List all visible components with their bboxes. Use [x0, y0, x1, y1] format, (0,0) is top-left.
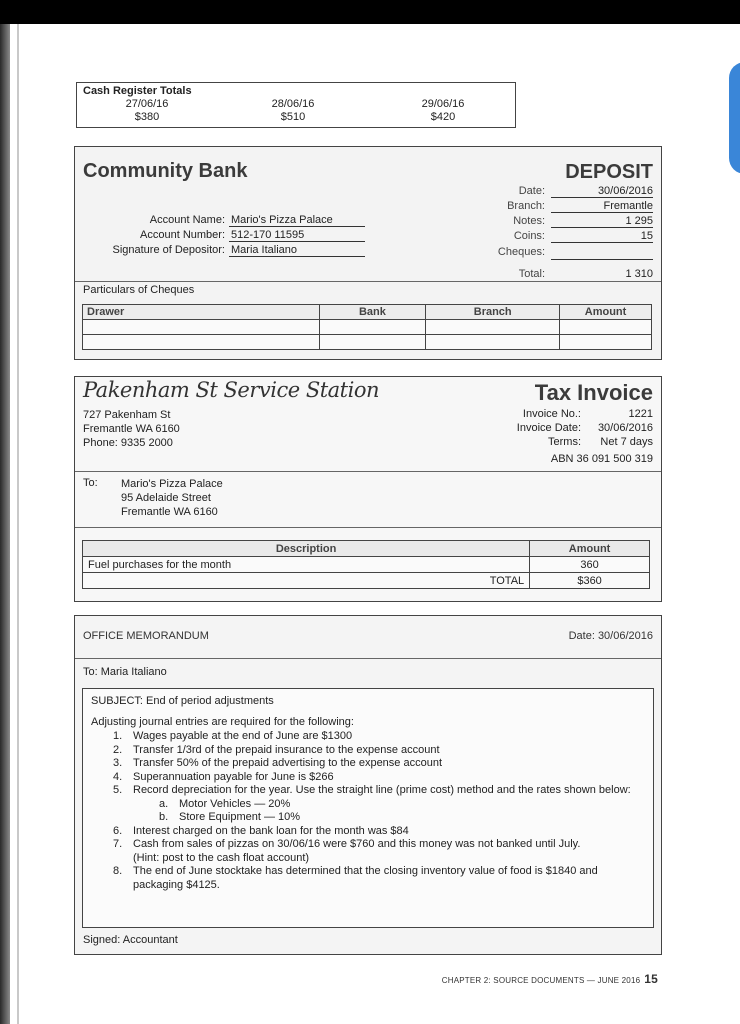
total-label: TOTAL: [83, 573, 530, 589]
item-description: Fuel purchases for the month: [83, 557, 530, 573]
amount-header: Amount: [560, 305, 652, 320]
invoice-date-row: [453, 422, 653, 436]
signature-label: Signature of Depositor:: [112, 244, 225, 256]
phone: Phone: 9335 2000: [83, 437, 173, 449]
cheque-row: [83, 335, 652, 350]
terms-label: Terms:: [548, 436, 581, 448]
tax-invoice-heading: Tax Invoice: [534, 380, 653, 405]
description-header: Description: [83, 541, 530, 557]
bank-header: Bank: [319, 305, 426, 320]
blue-page-tab: [729, 62, 740, 174]
signature-row: [75, 244, 375, 258]
abn: ABN 36 091 500 319: [550, 453, 653, 465]
items-header-row: [83, 541, 650, 557]
page-number: 15: [644, 972, 658, 986]
cheques-row: [455, 246, 655, 260]
deposit-date-label: Date:: [518, 185, 545, 197]
business-address: [83, 408, 180, 450]
memo-signed: Signed: Accountant: [83, 934, 178, 946]
memo-intro: Adjusting journal entries are required for the following:: [91, 716, 354, 728]
terms-value: Net 7 days: [600, 436, 653, 448]
page-footer: [442, 972, 658, 986]
terms-row: [453, 436, 653, 450]
cash-entry: [253, 98, 333, 124]
cash-amount: $510: [280, 111, 306, 123]
branch-value: Fremantle: [551, 200, 653, 213]
list-item: 3. Transfer 50% of the prepaid advertising to the expense account: [113, 757, 443, 769]
address-line: 727 Pakenham St: [83, 409, 171, 421]
list-subitem: b. Store Equipment — 10%: [159, 811, 301, 823]
address-line: Fremantle WA 6160: [83, 423, 180, 435]
list-item: 7. Cash from sales of pizzas on 30/06/16 were $760 and this money was not banked until July.: [113, 838, 581, 850]
account-number-value: 512-170 11595: [229, 229, 365, 242]
account-number-row: [75, 229, 375, 243]
memo-date: Date: 30/06/2016: [568, 630, 653, 642]
memo-subject: SUBJECT: End of period adjustments: [91, 695, 274, 707]
cash-amount: $380: [134, 111, 160, 123]
cheques-label: Cheques:: [497, 246, 545, 258]
account-name-row: [75, 214, 375, 228]
account-name-label: Account Name:: [149, 214, 225, 226]
total-value: $360: [530, 573, 650, 589]
business-name: Pakenham St Service Station: [83, 378, 379, 402]
cheque-cell: [83, 335, 320, 350]
branch-row: [455, 200, 655, 214]
total-label: Total:: [518, 268, 545, 280]
cheque-row: [83, 320, 652, 335]
deposit-date-row: [455, 185, 655, 199]
branch-header: Branch: [426, 305, 560, 320]
drawer-header: Drawer: [83, 305, 320, 320]
tax-invoice: [74, 376, 662, 602]
cash-register-title: Cash Register Totals: [83, 85, 192, 97]
cheque-cell: [319, 335, 426, 350]
cheques-table: [82, 304, 652, 350]
cash-entry: [403, 98, 483, 124]
memo-to: To: Maria Italiano: [83, 666, 167, 678]
page-binding-edge: [0, 24, 10, 1024]
list-item: 4. Superannuation payable for June is $266: [113, 770, 334, 783]
account-number-label: Account Number:: [140, 229, 225, 241]
particulars-label: Particulars of Cheques: [83, 284, 195, 296]
top-edge: [0, 0, 740, 24]
chapter-label: CHAPTER 2: SOURCE DOCUMENTS — JUNE 2016: [441, 976, 641, 985]
list-item: 5. Record depreciation for the year. Use the straight line (prime cost) method and the rates shown below:: [113, 784, 631, 796]
list-item: 2. Transfer 1/3rd of the prepaid insurance to the expense account: [113, 743, 440, 756]
to-address: [121, 477, 223, 519]
divider: [75, 471, 661, 472]
bank-name: Community Bank: [83, 160, 248, 182]
to-name: Mario's Pizza Palace: [121, 478, 223, 490]
memo-list: [91, 730, 647, 892]
amount-header: Amount: [530, 541, 650, 557]
to-label: To:: [83, 477, 98, 489]
memo-title: OFFICE MEMORANDUM: [83, 630, 209, 642]
cash-amount: $420: [430, 111, 456, 123]
signature-value: Maria Italiano: [229, 244, 365, 257]
list-item: 8. The end of June stocktake has determined that the closing inventory value of food is $1840 and packaging $4125.: [113, 865, 598, 891]
margin-line: [17, 24, 19, 1024]
invoice-date-value: 30/06/2016: [597, 422, 653, 434]
cash-register-totals: [76, 82, 516, 128]
cheques-header-row: [83, 305, 652, 320]
invoice-no-value: 1221: [628, 408, 653, 420]
total-row: [455, 268, 655, 282]
list-item: (Hint: post to the cash float account): [133, 851, 310, 864]
branch-label: Branch:: [507, 200, 545, 212]
invoice-no-row: [453, 408, 653, 422]
divider: [75, 658, 661, 659]
cheque-cell: [83, 320, 320, 335]
cheque-cell: [560, 320, 652, 335]
notes-value: 1 295: [551, 215, 653, 228]
invoice-no-label: Invoice No.:: [522, 408, 581, 420]
total-row: [83, 573, 650, 589]
deposit-date-value: 30/06/2016: [551, 185, 653, 198]
list-item: 1. Wages payable at the end of June are $1300: [113, 730, 353, 742]
to-city: Fremantle WA 6160: [121, 506, 218, 518]
memo-body: [82, 688, 654, 928]
list-subitem: a. Motor Vehicles — 20%: [159, 797, 291, 810]
cash-entry: [107, 98, 187, 124]
coins-row: [455, 230, 655, 244]
item-amount: 360: [530, 557, 650, 573]
cheques-value: [551, 246, 653, 260]
invoice-date-label: Invoice Date:: [516, 422, 581, 434]
coins-label: Coins:: [513, 230, 545, 242]
office-memorandum: [74, 615, 662, 955]
to-street: 95 Adelaide Street: [121, 492, 211, 504]
cheque-cell: [319, 320, 426, 335]
cheque-cell: [426, 320, 560, 335]
cash-date: 29/06/16: [421, 98, 465, 110]
list-item: 6. Interest charged on the bank loan for the month was $84: [113, 824, 409, 837]
notes-row: [455, 215, 655, 229]
deposit-heading: DEPOSIT: [565, 161, 653, 183]
deposit-slip: [74, 146, 662, 360]
cheque-cell: [560, 335, 652, 350]
divider: [75, 527, 661, 528]
cash-date: 27/06/16: [125, 98, 169, 110]
cheque-cell: [426, 335, 560, 350]
invoice-items-table: [82, 540, 650, 589]
total-value: 1 310: [625, 268, 653, 280]
item-row: [83, 557, 650, 573]
notes-label: Notes:: [513, 215, 545, 227]
coins-value: 15: [551, 230, 653, 243]
account-name-value: Mario's Pizza Palace: [229, 214, 365, 227]
cash-date: 28/06/16: [271, 98, 315, 110]
divider: [75, 281, 661, 282]
